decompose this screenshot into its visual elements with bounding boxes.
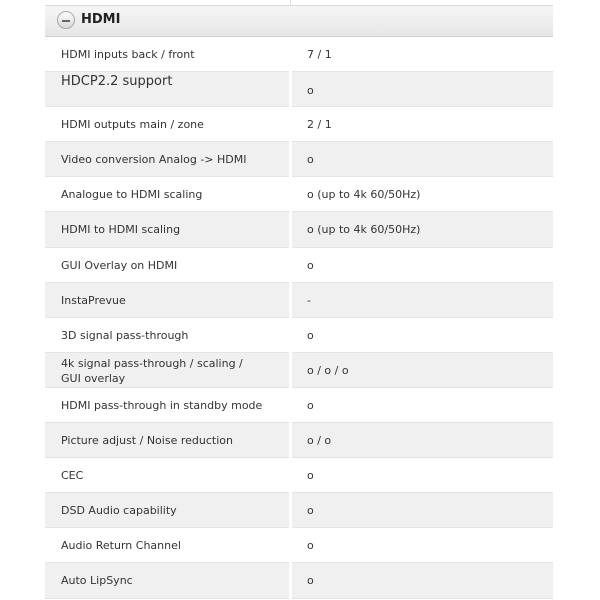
- row-label: Auto LipSync: [61, 574, 133, 588]
- row-label: 3D signal pass-through: [61, 328, 189, 342]
- table-row: [45, 142, 553, 177]
- row-value: o: [307, 504, 314, 518]
- row-value: o (up to 4k 60/50Hz): [307, 188, 421, 202]
- row-value: o: [307, 539, 314, 553]
- row-label: DSD Audio capability: [61, 504, 177, 518]
- hdmi-spec-panel: [45, 0, 553, 600]
- table-row: [45, 353, 553, 388]
- row-label: 4k signal pass-through / scaling / GUI overlay: [61, 356, 243, 385]
- table-row: [45, 37, 553, 72]
- table-row: [45, 248, 553, 283]
- table-row: [45, 318, 553, 353]
- row-value: o / o: [307, 434, 332, 448]
- table-row: [45, 458, 553, 493]
- row-value: o: [307, 469, 314, 483]
- table-row: [45, 528, 553, 563]
- table-row: [45, 177, 553, 212]
- row-label: Picture adjust / Noise reduction: [61, 434, 233, 448]
- minus-circle-icon[interactable]: [57, 11, 75, 29]
- row-label: HDCP2.2 support: [61, 74, 173, 90]
- table-row: [45, 72, 553, 107]
- row-label: HDMI pass-through in standby mode: [61, 398, 263, 412]
- row-label: Analogue to HDMI scaling: [61, 188, 203, 202]
- table-row: [45, 107, 553, 142]
- row-value: 7 / 1: [307, 48, 332, 61]
- row-label: HDMI outputs main / zone: [61, 118, 204, 132]
- row-label: Audio Return Channel: [61, 539, 181, 553]
- row-label: CEC: [61, 469, 84, 483]
- row-value: o: [307, 328, 314, 342]
- spec-table: [45, 37, 553, 599]
- row-value: o: [307, 574, 314, 588]
- row-label: HDMI to HDMI scaling: [61, 223, 181, 237]
- table-row: [45, 423, 553, 458]
- row-value: o / o / o: [307, 363, 349, 377]
- table-row: [45, 212, 553, 247]
- row-label: HDMI inputs back / front: [61, 48, 195, 61]
- table-row: [45, 388, 553, 423]
- row-label: GUI Overlay on HDMI: [61, 258, 178, 272]
- section-title: HDMI: [81, 12, 121, 27]
- row-label: InstaPrevue: [61, 293, 126, 307]
- row-label: Video conversion Analog -> HDMI: [61, 153, 247, 167]
- table-row: [45, 563, 553, 598]
- row-value: o: [307, 258, 314, 272]
- row-value: -: [307, 293, 311, 307]
- row-value: 2 / 1: [307, 118, 332, 132]
- row-value: o: [307, 84, 314, 98]
- table-row: [45, 283, 553, 318]
- row-value: o (up to 4k 60/50Hz): [307, 223, 421, 237]
- row-value: o: [307, 153, 314, 167]
- section-header-hdmi[interactable]: [45, 5, 553, 37]
- row-value: o: [307, 398, 314, 412]
- table-row: [45, 493, 553, 528]
